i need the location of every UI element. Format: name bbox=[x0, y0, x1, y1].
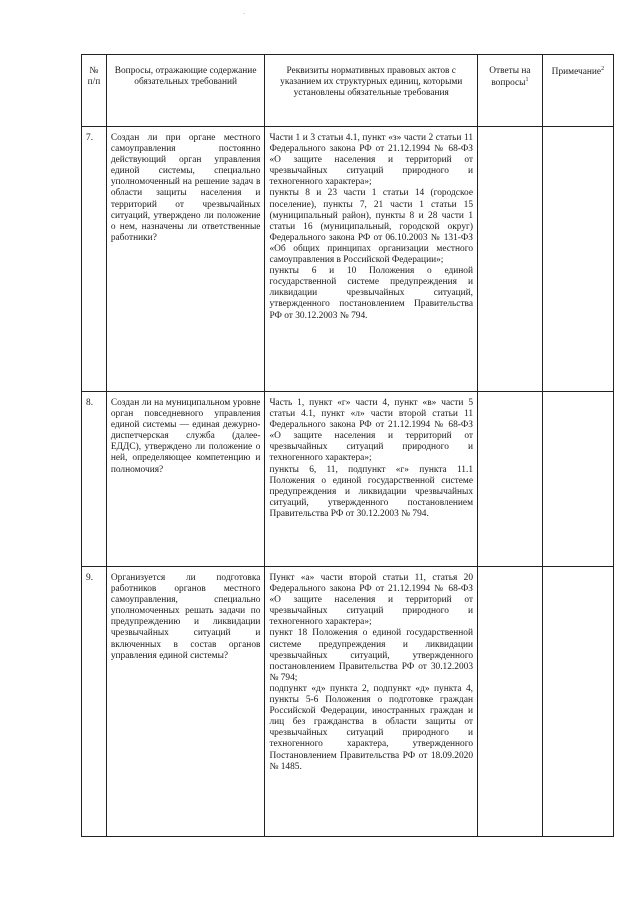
requisite-item: пункты 8 и 23 части 1 статьи 14 (городское поселение), пункты 7, 21 части 1 статьи 15 (муниципальный район), пункты 8 и 28 части 1 статьи 16 (муниципальный, городской округ) Федерального закона РФ от 06.10.2003 № 131-ФЗ «Об общих принципах организации местного самоуправления в Российской Федерации»; bbox=[269, 188, 474, 266]
header-answers bbox=[478, 55, 543, 127]
table-header-row bbox=[82, 55, 614, 127]
requisite-item: Части 1 и 3 статьи 4.1, пункт «з» части 2 статьи 11 Федерального закона РФ от 21.12.1994 № 68-ФЗ «О защите населения и территорий от чрезвычайных ситуаций природного и техногенного характера»; bbox=[269, 133, 474, 188]
question-cell: Организуется ли подготовка работников органов местного самоуправления, специально уполномоченных решать задачи по предупреждению и ликвидации чрезвычайных ситуаций и включенных в состав органов управления единой системы? bbox=[106, 567, 265, 837]
row-number: 8. bbox=[82, 392, 107, 567]
row-number: 7. bbox=[82, 127, 107, 392]
header-answers-label: Ответы на вопросы bbox=[489, 66, 531, 89]
answer-cell bbox=[478, 392, 543, 567]
page-mark: · bbox=[243, 10, 246, 18]
header-requisites: Реквизиты нормативных правовых актов с указанием их структурных единиц, которыми установлены обязательные требования bbox=[265, 55, 478, 127]
row-number: 9. bbox=[82, 567, 107, 837]
question-cell: Создан ли на муниципальном уровне орган повседневного управления единой системы — единая дежурно-диспетчерская служба (далее-ЕДДС), утверждено ли положение о ней, определяющее компетенцию и полномочия? bbox=[106, 392, 265, 567]
requisite-item: пункты 6 и 10 Положения о единой государственной системе предупреждения и ликвидации чрезвычайных ситуаций, утвержденного постановлением Правительства РФ от 30.12.2003 № 794. bbox=[269, 266, 474, 321]
requisite-item: подпункт «д» пункта 2, подпункт «д» пункта 4, пункты 5-6 Положения о подготовке граждан Российской Федерации, иностранных граждан и лиц без гражданства в области защиты от чрезвычайных ситуаций природного и техногенного характера, утвержденного Постановлением Правительства РФ от 18.09.2020 № 1485. bbox=[269, 683, 474, 772]
question-cell: Создан ли при органе местного самоуправления постоянно действующий орган управления единой системы, специально уполномоченный на решение задач в области защиты населения и территорий от чрезвычайных ситуаций, утверждено ли положение о нем, назначены ли ответственные работники? bbox=[106, 127, 265, 392]
answer-cell bbox=[478, 127, 543, 392]
requirements-table bbox=[81, 54, 614, 837]
header-note-label: Примечание bbox=[551, 67, 602, 78]
requisites-cell bbox=[265, 567, 478, 837]
header-note-footnote: 2 bbox=[601, 66, 605, 72]
header-question: Вопросы, отражающие содержание обязательных требований bbox=[106, 55, 265, 127]
table-row bbox=[82, 567, 614, 837]
table-row bbox=[82, 392, 614, 567]
header-note bbox=[542, 55, 613, 127]
table-row bbox=[82, 127, 614, 392]
requisite-item: пункты 6, 11, подпункт «г» пункта 11.1 Положения о единой государственной системе предупреждения и ликвидации чрезвычайных ситуаций, утвержденного постановлением Правительства РФ от 30.12.2003 № 794. bbox=[269, 464, 474, 519]
note-cell bbox=[542, 127, 613, 392]
requisites-cell bbox=[265, 392, 478, 567]
requisite-item: пункт 18 Положения о единой государственной системе предупреждения и ликвидации чрезвычайных ситуаций, утвержденного постановлением Правительства РФ от 30.12.2003 № 794; bbox=[269, 628, 474, 683]
answer-cell bbox=[478, 567, 543, 837]
requisite-item: Пункт «а» части второй статьи 11, статья 20 Федерального закона РФ от 21.12.1994 № 68-ФЗ «О защите населения и территорий от чрезвычайных ситуаций природного и техногенного характера»; bbox=[269, 573, 474, 628]
requisite-item: Часть 1, пункт «г» части 4, пункт «в» части 5 статьи 4.1, пункт «л» части второй статьи 11 Федерального закона РФ от 21.12.1994 № 68-ФЗ «О защите населения и территорий от чрезвычайных ситуаций природного и техногенного характера»; bbox=[269, 398, 474, 464]
requisites-cell bbox=[265, 127, 478, 392]
note-cell bbox=[542, 567, 613, 837]
header-num: № п/п bbox=[82, 55, 107, 127]
note-cell bbox=[542, 392, 613, 567]
header-answers-footnote: 1 bbox=[525, 77, 529, 84]
